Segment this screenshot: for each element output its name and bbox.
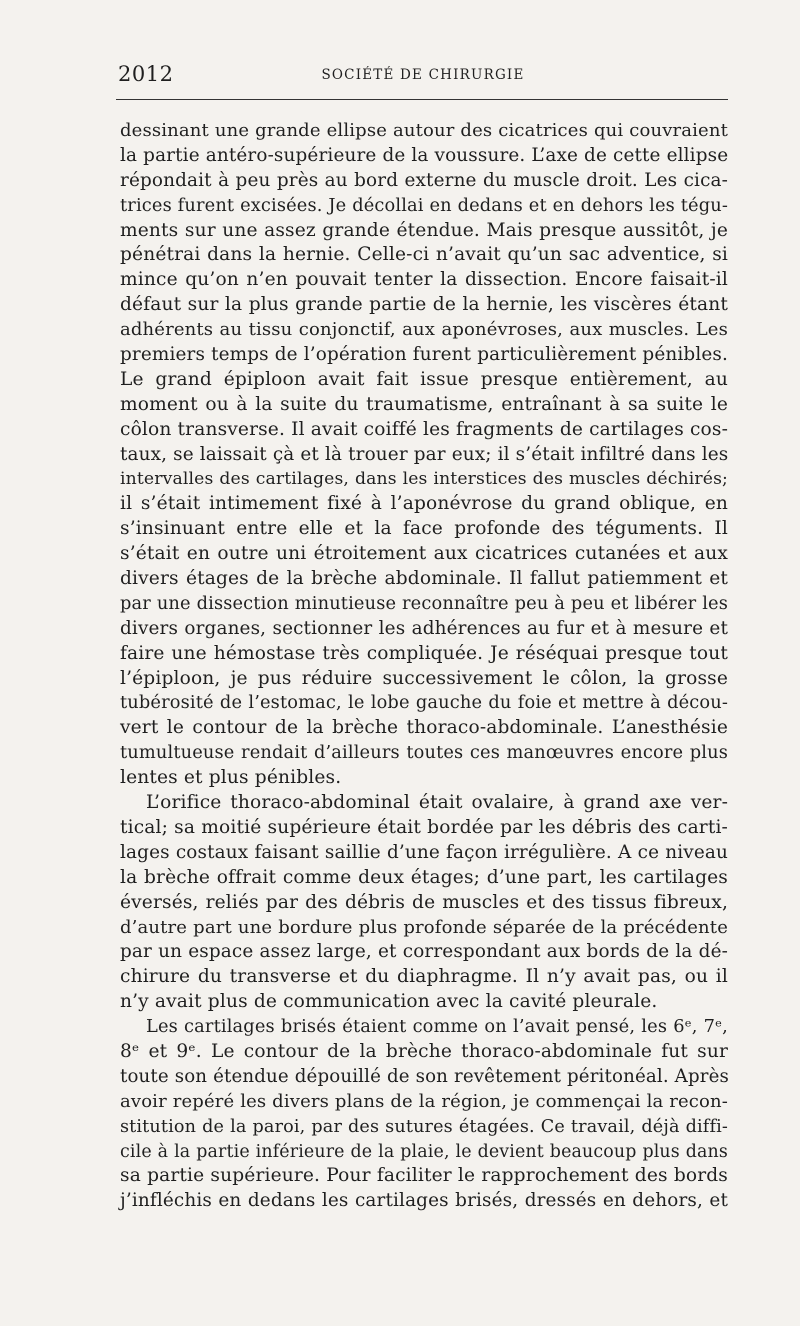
text-line: lentes et plus pénibles. [120,767,342,789]
text-line: sa partie supérieure. Pour faciliter le rapprochement des bords [120,1165,728,1187]
text-line: divers organes, sectionner les adhérences au fur et à mesure et [120,617,728,639]
text-line: faire une hémostase très compliquée. Je réséquai presque tout [120,642,728,664]
text-line: intervalles des cartilages, dans les interstices des muscles déchirés; [120,469,728,490]
page-number: 2012 [118,62,174,86]
text-line: l’épiploon, je pus réduire successivement le côlon, la grosse [120,667,728,689]
text-line: j’infléchis en dedans les cartilages brisés, dressés en dehors, et [120,1190,728,1212]
text-line: toute son étendue dépouillé de son revêtement péritonéal. Après [120,1065,729,1087]
text-line: répondait à peu près au bord externe du muscle droit. Les cica- [120,169,728,191]
text-line: premiers temps de l’opération furent particulièrement pénibles. [120,344,728,366]
text-line: Les cartilages brisés étaient comme on l’avait pensé, les 6ᵉ, 7ᵉ, [146,1016,728,1038]
text-line: L’orifice thoraco-abdominal était ovalaire, à grand axe ver- [146,792,728,814]
text-line: il s’était intimement fixé à l’aponévrose du grand oblique, en [120,493,728,515]
body-text [120,119,728,1214]
text-line: moment ou à la suite du traumatisme, entraînant à sa suite le [120,393,728,415]
text-line: tubérosité de l’estomac, le lobe gauche du foie et mettre à décou- [120,692,728,714]
text-line: lages costaux faisant saillie d’une façon irrégulière. A ce niveau [120,841,728,863]
text-line: par une dissection minutieuse reconnaître peu à peu et libérer les [120,592,728,614]
text-line: dessinant une grande ellipse autour des cicatrices qui couvraient [120,120,728,141]
text-line: tumultueuse rendait d’ailleurs toutes ces manœuvres encore plus [120,742,728,764]
text-line: par un espace assez large, et correspondant aux bords de la dé- [120,941,728,963]
text-line: éversés, reliés par des débris de muscles et des tissus fibreux, [120,891,728,913]
text-line: adhérents au tissu conjonctif, aux aponévroses, aux muscles. Les [120,319,728,341]
text-line: s’était en outre uni étroitement aux cicatrices cutanées et aux [120,543,728,565]
text-line: pénétrai dans la hernie. Celle-ci n’avait qu’un sac adventice, si [120,244,728,266]
text-line: ments sur une assez grande étendue. Mais presque aussitôt, je [120,219,728,241]
text-line: divers étages de la brèche abdominale. Il fallut patiemment et [120,568,728,590]
running-title: SOCIÉTÉ DE CHIRURGIE [321,67,525,83]
text-line: défaut sur la plus grande partie de la hernie, les viscères étant [120,294,728,316]
text-line: 8ᵉ et 9ᵉ. Le contour de la brèche thoraco-abdominale fut sur [120,1040,728,1062]
text-line: vert le contour de la brèche thoraco-abdominale. L’anesthésie [120,717,728,739]
text-line: taux, se laissait çà et là trouer par eux; il s’était infiltré dans les [120,443,729,465]
text-line: stitution de la paroi, par des sutures étagées. Ce travail, déjà diffi- [120,1116,728,1137]
text-line: s’insinuant entre elle et la face profonde des téguments. Il [120,518,728,540]
text-line: Le grand épiploon avait fait issue presque entièrement, au [120,368,728,390]
text-line: la partie antéro-supérieure de la voussure. L’axe de cette ellipse [120,144,729,166]
page-header [116,62,730,92]
text-line: trices furent excisées. Je décollai en dedans et en dehors les tégu- [120,194,728,216]
text-line: côlon transverse. Il avait coiffé les fragments de cartilages cos- [120,418,728,440]
text-line: cile à la partie inférieure de la plaie, le devient beaucoup plus dans [120,1141,728,1162]
text-line: d’autre part une bordure plus profonde séparée de la précédente [120,916,728,938]
text-line: n’y avait plus de communication avec la cavité pleurale. [120,991,658,1013]
text-line: mince qu’on n’en pouvait tenter la dissection. Encore faisait-il [120,269,728,291]
header-rule [116,99,728,100]
text-line: chirure du transverse et du diaphragme. Il n’y avait pas, ou il [120,966,728,988]
text-line: la brèche offrait comme deux étages; d’une part, les cartilages [120,866,728,888]
text-line: tical; sa moitié supérieure était bordée par les débris des carti- [120,816,728,838]
text-line: avoir repéré les divers plans de la région, je commençai la recon- [120,1090,728,1112]
